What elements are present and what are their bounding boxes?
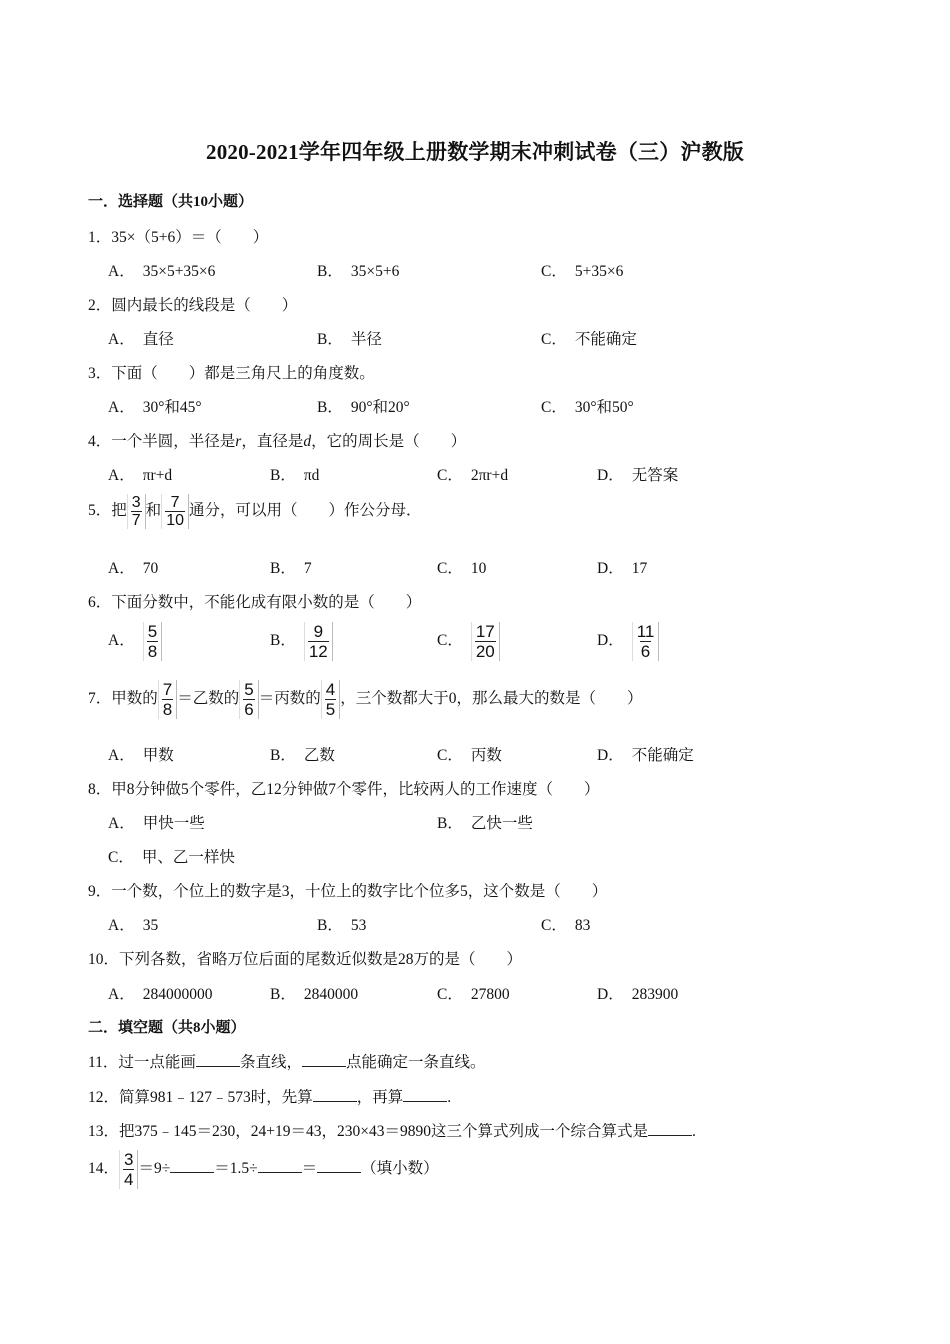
question-7: [88, 680, 642, 719]
option-text: 30°和45°: [142, 399, 202, 416]
option-label: D．: [597, 467, 624, 484]
question-10: 10．下列各数，省略万位后面的尾数近似数是28万的是（ ）: [88, 951, 523, 968]
option-label: B．: [437, 815, 463, 832]
q4-text-post: ，它的周长是（ ）: [311, 433, 467, 450]
question-12: [88, 1085, 451, 1107]
option-text: 30°和50°: [574, 399, 634, 416]
q5-option-b: [270, 556, 312, 578]
fraction-7-8: [158, 680, 177, 719]
q10-option-a: [108, 982, 212, 1004]
option-text: 乙快一些: [470, 815, 533, 832]
fraction-3-4: [119, 1150, 138, 1189]
q7-text-pre: 7．甲数的: [88, 690, 158, 708]
answer-blank[interactable]: [170, 1158, 214, 1173]
option-label: D．: [597, 560, 624, 577]
q10-option-c: [437, 982, 510, 1004]
q2-option-a: [108, 327, 174, 349]
denominator: 6: [244, 700, 254, 719]
answer-blank[interactable]: [258, 1158, 302, 1173]
option-label: B．: [317, 263, 343, 280]
q14-text-3: ＝1.5÷: [214, 1160, 258, 1178]
option-text: 半径: [350, 331, 382, 348]
denominator: 5: [325, 700, 336, 719]
q5-text-pre: 5．把: [88, 502, 127, 520]
q1-option-b: [317, 259, 399, 281]
q1-option-c: [541, 259, 623, 281]
option-label: A．: [108, 917, 135, 934]
q14-text-4: ＝: [301, 1160, 318, 1178]
fraction-11-6: [632, 622, 660, 661]
question-8: 8．甲8分钟做5个零件，乙12分钟做7个零件，比较两人的工作速度（ ）: [88, 781, 600, 798]
answer-blank[interactable]: [403, 1087, 447, 1102]
q4-option-c: [437, 463, 508, 485]
fraction-17-20: [471, 622, 500, 661]
option-text: 53: [350, 917, 367, 934]
q14-text-1: 14．: [88, 1160, 120, 1178]
denominator: 10: [166, 512, 184, 529]
q10-option-b: [270, 982, 358, 1004]
denominator: 8: [147, 642, 158, 661]
option-label: A．: [108, 263, 135, 280]
q7-option-a: [108, 743, 174, 765]
section-heading-choice: 一．选择题（共10小题）: [88, 194, 254, 210]
denominator: 8: [162, 700, 173, 719]
section-heading-fill: 二．填空题（共8小题）: [88, 1020, 246, 1036]
q5-option-c: [437, 556, 486, 578]
q5-text-post: 通分，可以用（ ）作公分母．: [188, 502, 422, 520]
q4-var-d: d: [303, 433, 312, 450]
question-6: 6．下面分数中，不能化成有限小数的是（ ）: [88, 594, 422, 611]
option-label: A．: [108, 560, 135, 577]
q13-text-2: .: [692, 1123, 696, 1140]
q4-option-d: [597, 463, 678, 485]
option-label: B．: [270, 986, 296, 1003]
q3-option-b: [317, 395, 410, 417]
option-text: 35×5+6: [350, 263, 400, 280]
option-label: B．: [270, 747, 296, 764]
question-9: 9．一个数，个位上的数字是3，十位上的数字比个位多5，这个数是（ ）: [88, 883, 608, 900]
q12-text-3: .: [447, 1089, 452, 1106]
option-label: A．: [108, 747, 135, 764]
q5-option-a: [108, 556, 158, 578]
option-text: 丙数: [470, 747, 502, 764]
option-label: C．: [541, 917, 567, 934]
option-text: 17: [631, 560, 648, 577]
option-label: A．: [108, 632, 135, 650]
q14-text-5: （填小数）: [361, 1160, 439, 1178]
fraction-5-8: [143, 622, 162, 661]
fraction-3-7: [127, 494, 146, 529]
option-text: 无答案: [631, 467, 679, 484]
q7-text-post: ，三个数都大于0，那么最大的数是（ ）: [340, 690, 643, 708]
option-label: A．: [108, 399, 135, 416]
option-label: B．: [317, 917, 343, 934]
option-label: C．: [437, 467, 463, 484]
q8-option-a: [108, 811, 205, 833]
option-text: 70: [142, 560, 159, 577]
option-text: 2840000: [303, 986, 359, 1003]
denominator: 12: [308, 642, 328, 661]
q6-option-d: [597, 622, 659, 661]
q3-option-a: [108, 395, 202, 417]
option-label: C．: [108, 849, 134, 866]
q2-option-c: [541, 327, 637, 349]
option-text: 甲、乙一样快: [141, 849, 235, 866]
q7-option-c: [437, 743, 502, 765]
numerator: 11: [636, 622, 655, 641]
fraction-4-5: [321, 680, 340, 719]
numerator: 17: [475, 622, 495, 641]
q9-option-a: [108, 913, 158, 935]
numerator: 5: [244, 680, 254, 699]
q4-text-pre: 4．一个半圆，半径是: [88, 433, 236, 450]
option-text: 83: [574, 917, 591, 934]
answer-blank[interactable]: [317, 1158, 361, 1173]
question-14: [88, 1150, 439, 1189]
question-13: [88, 1119, 696, 1141]
option-text: 乙数: [303, 747, 335, 764]
answer-blank[interactable]: [196, 1052, 240, 1067]
option-text: 35: [142, 917, 159, 934]
option-text: 284000000: [142, 986, 213, 1003]
option-text: 甲快一些: [142, 815, 205, 832]
numerator: 4: [325, 680, 336, 699]
option-label: B．: [317, 331, 343, 348]
option-text: 7: [303, 560, 312, 577]
q9-option-b: [317, 913, 366, 935]
option-label: D．: [597, 747, 624, 764]
q7-option-b: [270, 743, 335, 765]
option-label: C．: [437, 560, 463, 577]
option-label: A．: [108, 467, 135, 484]
question-5: [88, 494, 422, 529]
q4-option-a: [108, 463, 172, 485]
option-text: 不能确定: [574, 331, 637, 348]
option-text: πd: [303, 467, 320, 484]
numerator: 7: [170, 494, 180, 511]
option-label: A．: [108, 986, 135, 1003]
option-label: A．: [108, 331, 135, 348]
q11-text-2: 条直线，: [239, 1054, 302, 1071]
q4-var-r: r: [235, 433, 242, 450]
denominator: 4: [124, 1170, 134, 1189]
numerator: 3: [131, 494, 141, 511]
option-text: 2πr+d: [470, 467, 509, 484]
q7-text-m1: ＝乙数的: [177, 690, 240, 708]
q6-option-a: [108, 622, 162, 661]
fraction-7-10: [161, 494, 189, 529]
option-text: 10: [470, 560, 487, 577]
option-label: C．: [437, 632, 463, 650]
denominator: 6: [640, 642, 651, 661]
q3-option-c: [541, 395, 634, 417]
question-2: 2．圆内最长的线段是（ ）: [88, 297, 298, 314]
question-1: 1．35×（5+6）＝（ ）: [88, 229, 269, 246]
page-title: 2020-2021学年四年级上册数学期末冲刺试卷（三）沪教版: [206, 140, 744, 164]
option-text: 5+35×6: [574, 263, 624, 280]
q6-option-c: [437, 622, 500, 661]
numerator: 9: [313, 622, 324, 641]
q9-option-c: [541, 913, 590, 935]
option-label: D．: [597, 632, 624, 650]
denominator: 7: [131, 512, 141, 529]
q14-text-2: ＝9÷: [138, 1160, 171, 1178]
option-label: B．: [270, 560, 296, 577]
q13-text-1: 13．把375﹣145＝230，24+19＝43，230×43＝9890这三个算式列成一个综合算式是: [88, 1123, 648, 1140]
q1-option-a: [108, 259, 215, 281]
q7-option-d: [597, 743, 694, 765]
q4-option-b: [270, 463, 319, 485]
q8-option-c: [108, 845, 235, 867]
question-4: [88, 429, 466, 451]
option-label: C．: [541, 263, 567, 280]
option-text: 283900: [631, 986, 679, 1003]
q2-option-b: [317, 327, 382, 349]
option-text: 90°和20°: [350, 399, 410, 416]
fraction-5-6: [239, 680, 258, 719]
q5-option-d: [597, 556, 647, 578]
option-label: D．: [597, 986, 624, 1003]
option-label: C．: [541, 331, 567, 348]
q10-option-d: [597, 982, 678, 1004]
option-text: 甲数: [142, 747, 174, 764]
q12-text-2: ，再算: [356, 1089, 404, 1106]
answer-blank[interactable]: [302, 1052, 346, 1067]
option-text: 不能确定: [631, 747, 694, 764]
option-label: B．: [270, 467, 296, 484]
numerator: 5: [147, 622, 158, 641]
q11-text-3: 点能确定一条直线。: [345, 1054, 486, 1071]
option-text: 35×5+35×6: [142, 263, 216, 280]
numerator: 3: [124, 1150, 134, 1169]
option-text: 27800: [470, 986, 510, 1003]
q6-option-b: [270, 622, 333, 661]
option-label: C．: [437, 986, 463, 1003]
option-label: A．: [108, 815, 135, 832]
question-3: 3．下面（ ）都是三角尺上的角度数。: [88, 365, 375, 382]
numerator: 7: [162, 680, 173, 699]
option-label: C．: [437, 747, 463, 764]
answer-blank[interactable]: [313, 1087, 357, 1102]
denominator: 20: [475, 642, 495, 661]
option-text: πr+d: [142, 467, 173, 484]
q11-text-1: 11．过一点能画: [88, 1054, 196, 1071]
option-label: B．: [317, 399, 343, 416]
option-label: B．: [270, 632, 296, 650]
option-label: C．: [541, 399, 567, 416]
q4-text-mid: ，直径是: [241, 433, 304, 450]
q5-text-and: 和: [145, 502, 162, 520]
fraction-9-12: [304, 622, 333, 661]
q7-text-m2: ＝丙数的: [258, 690, 321, 708]
q12-text-1: 12．简算981﹣127﹣573时，先算: [88, 1089, 313, 1106]
answer-blank[interactable]: [648, 1121, 692, 1136]
question-11: [88, 1050, 485, 1072]
q8-option-b: [437, 811, 533, 833]
option-text: 直径: [142, 331, 174, 348]
